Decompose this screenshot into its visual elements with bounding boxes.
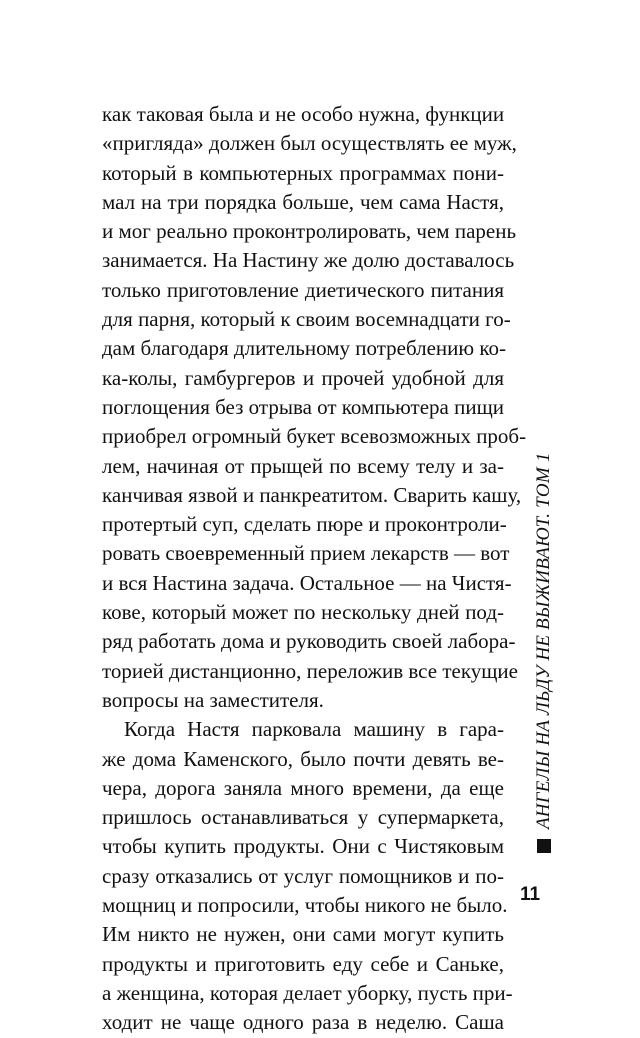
text-line: «пригляда» должен был осуществлять ее муж,	[102, 131, 517, 156]
text-line: для парня, который к своим восемнадцати го-	[102, 307, 511, 332]
text-line: и вся Настина задача. Остальное — на Чистя-	[102, 570, 512, 595]
text-line: ка-колы, гамбургеров и прочей удобной для	[102, 365, 504, 390]
text-line: а женщина, которая делает уборку, пусть при-	[102, 980, 513, 1005]
text-line: сразу отказались от услуг помощников и по-	[102, 863, 504, 888]
text-line: который в компьютерных программах пони-	[102, 160, 504, 185]
text-line: ходит не чаще одного раза в неделю. Саша	[102, 1010, 504, 1035]
text-line: канчивая язвой и панкреатитом. Сварить кашу,	[102, 482, 522, 507]
text-line: лем, начиная от прыщей по всему телу и за-	[102, 453, 504, 478]
square-marker-icon	[537, 839, 551, 853]
running-title-text: АНГЕЛЫ НА ЛЬДУ НЕ ВЫЖИВАЮТ. ТОМ 1	[533, 452, 554, 829]
paragraph-2	[102, 715, 513, 1037]
text-line: ровать своевременный прием лекарств — вот	[102, 541, 510, 566]
paragraph-1	[102, 100, 527, 715]
text-line: занимается. На Настину же долю доставалось	[102, 248, 515, 273]
page-number: 11	[519, 884, 541, 905]
text-line: же дома Каменского, было почти девять ве-	[102, 746, 504, 771]
text-line: дам благодаря длительному потреблению ко-	[102, 336, 506, 361]
text-line: чтобы купить продукты. Они с Чистяковым	[102, 834, 504, 859]
text-line: пришлось останавливаться у супермаркета,	[102, 805, 504, 830]
text-line: ряд работать дома и руководить своей лабора-	[102, 629, 516, 654]
text-line: и мог реально проконтролировать, чем парень	[102, 219, 517, 244]
text-line: кове, который может по нескольку дней под-	[102, 600, 504, 625]
text-line: протертый суп, сделать пюре и проконтроли-	[102, 512, 507, 537]
text-line: Когда Настя парковала машину в гара-	[124, 717, 504, 742]
text-line: мощниц и попросили, чтобы никого не было.	[102, 893, 508, 918]
text-line: поглощения без отрыва от компьютера пищи	[102, 394, 505, 419]
text-line: торией дистанционно, переложив все текущие	[102, 658, 518, 683]
running-title	[533, 452, 555, 853]
text-line: вопросы на заместителя.	[102, 687, 324, 712]
text-line: приобрел огромный букет всевозможных проб-	[102, 424, 527, 449]
text-line: Им никто не нужен, они сами могут купить	[102, 922, 504, 947]
text-line: чера, дорога заняла много времени, да еще	[102, 775, 504, 800]
text-line: продукты и приготовить еду себе и Саньке,	[102, 951, 504, 976]
body-text	[102, 100, 527, 1038]
text-line: только приготовление диетического питания	[102, 277, 504, 302]
text-line: мал на три порядка больше, чем сама Настя,	[102, 189, 504, 214]
text-line: как таковая была и не особо нужна, функции	[102, 102, 505, 126]
